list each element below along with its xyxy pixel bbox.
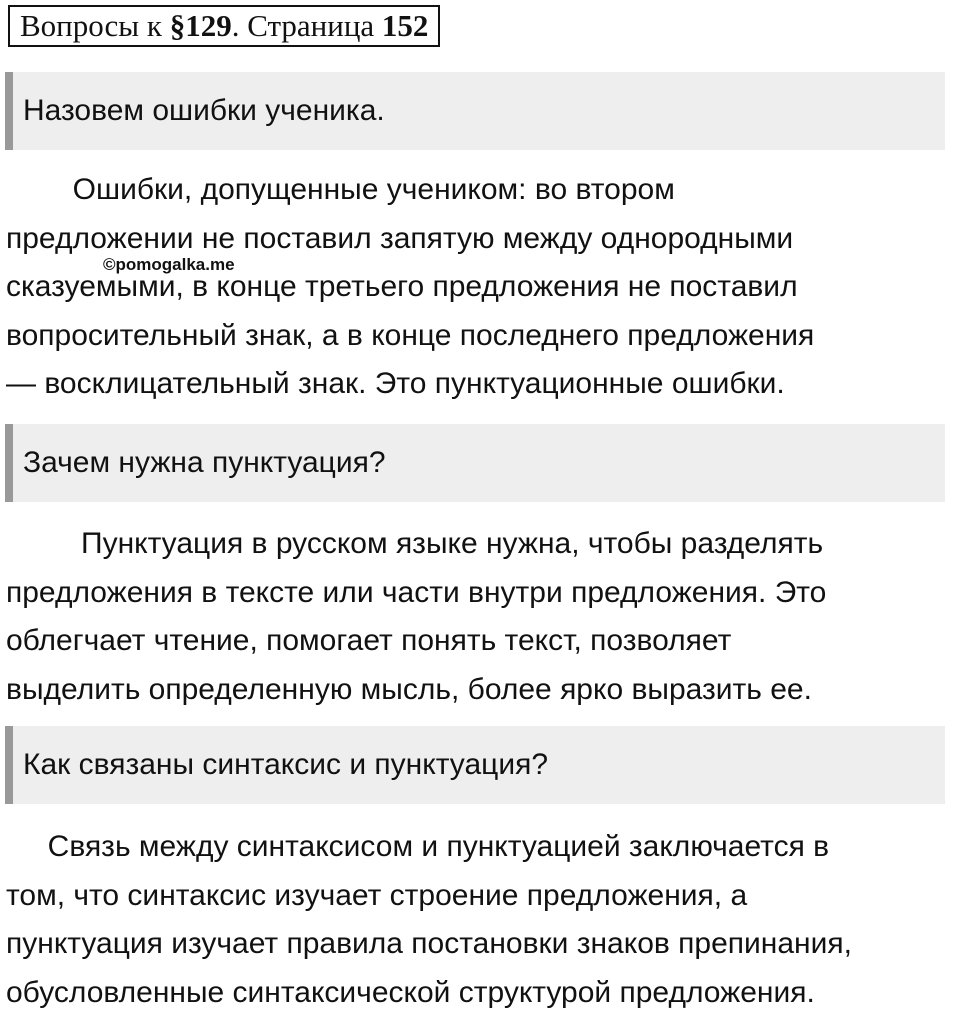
answer-3-line: обусловленные синтаксической структурой предложения. [6, 969, 852, 1017]
answer-1-line: вопросительный знак, а в конце последнего предложения [6, 312, 814, 361]
page-title [8, 5, 440, 47]
answer-3-line: Связь между синтаксисом и пунктуацией заключается в [6, 823, 852, 872]
title-page-number: 152 [382, 8, 429, 43]
question-1: Назовем ошибки ученика. [5, 72, 945, 150]
answer-2-line: предложения в тексте или части внутри предложения. Это [6, 569, 826, 618]
answer-2-line: Пунктуация в русском языке нужна, чтобы разделять [6, 520, 826, 569]
answer-3-line: пунктуация изучает правила постановки знаков препинания, [6, 920, 852, 969]
answer-3-line: том, что синтаксис изучает строение предложения, а [6, 872, 852, 921]
answer-1-line: — восклицательный знак. Это пунктуационные ошибки. [6, 360, 814, 409]
question-2: Зачем нужна пунктуация? [5, 424, 945, 502]
answer-2 [6, 520, 826, 714]
watermark: ©pomogalka.me [103, 255, 235, 275]
answer-2-line: облегчает чтение, помогает понять текст, позволяет [6, 617, 826, 666]
answer-1-line: Ошибки, допущенные учеником: во втором [6, 166, 814, 215]
title-section: §129 [170, 8, 232, 43]
answer-1 [6, 166, 814, 409]
answer-2-line: выделить определенную мысль, более ярко выразить ее. [6, 666, 826, 715]
title-mid: . Страница [232, 8, 382, 43]
answer-3 [6, 823, 852, 1017]
question-3: Как связаны синтаксис и пунктуация? [5, 726, 945, 804]
answer-1-line: предложении не поставил запятую между однородными [6, 215, 814, 264]
answer-1-line: сказуемыми, в конце третьего предложения не поставил [6, 263, 814, 312]
title-prefix: Вопросы к [20, 8, 170, 43]
